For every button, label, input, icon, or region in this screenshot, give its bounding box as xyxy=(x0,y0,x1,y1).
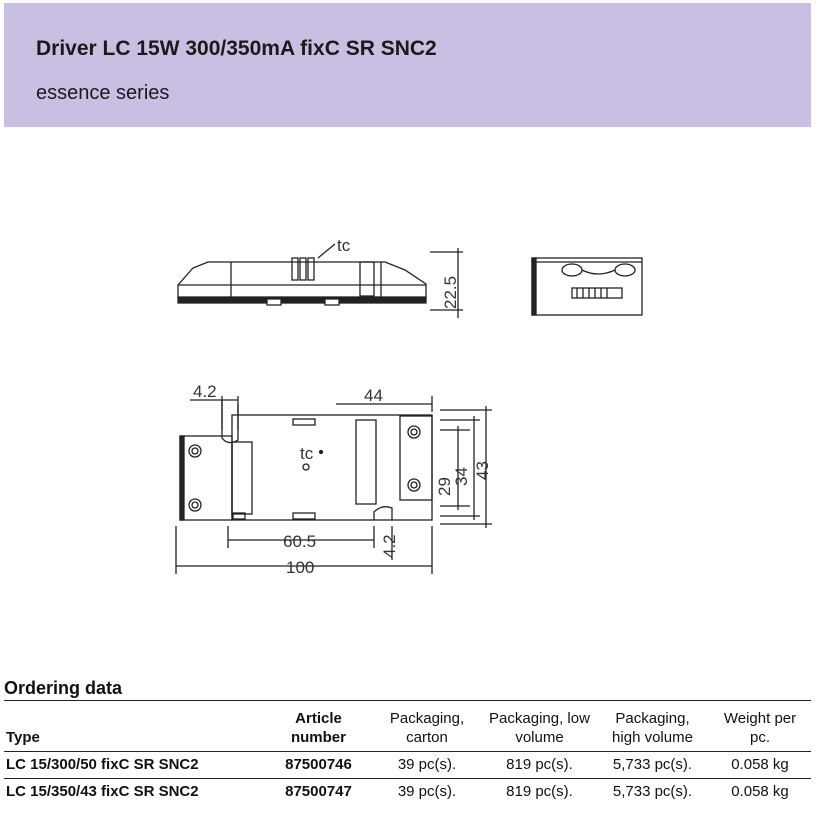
cell-low-volume: 819 pc(s). xyxy=(483,752,596,779)
column-header-weight: Weight per pc. xyxy=(709,701,811,752)
ordering-table xyxy=(4,700,811,805)
series-subtitle: essence series xyxy=(36,82,170,104)
product-title: Driver LC 15W 300/350mA fixC SR SNC2 xyxy=(36,37,437,60)
cell-type: LC 15/350/43 fixC SR SNC2 xyxy=(4,779,266,806)
dim-60-5: 60.5 xyxy=(283,532,317,551)
table-header-row xyxy=(4,701,811,752)
cell-carton: 39 pc(s). xyxy=(371,779,483,806)
column-header-high-volume: Packaging, high volume xyxy=(596,701,709,752)
cell-type: LC 15/300/50 fixC SR SNC2 xyxy=(4,752,266,779)
dim-29: 29 xyxy=(435,477,454,496)
column-header-low-volume: Packaging, low volume xyxy=(483,701,596,752)
dim-44: 44 xyxy=(364,386,383,405)
dim-43: 43 xyxy=(473,461,492,480)
ordering-data-heading: Ordering data xyxy=(4,678,123,698)
column-header-article: Article number xyxy=(266,701,371,752)
dim-4-2-top: 4.2 xyxy=(193,382,217,401)
dim-34: 34 xyxy=(452,467,471,486)
column-header-carton: Packaging, carton xyxy=(371,701,483,752)
cell-article: 87500746 xyxy=(266,752,371,779)
cell-weight: 0.058 kg xyxy=(709,752,811,779)
table-row xyxy=(4,752,811,779)
dim-100: 100 xyxy=(286,558,315,577)
cell-weight: 0.058 kg xyxy=(709,779,811,806)
cell-high-volume: 5,733 pc(s). xyxy=(596,779,709,806)
column-header-type: Type xyxy=(4,701,266,752)
cell-low-volume: 819 pc(s). xyxy=(483,779,596,806)
dim-4-2-bottom: 4.2 xyxy=(380,534,399,558)
tc-label-side: tc xyxy=(337,236,351,255)
cell-article: 87500747 xyxy=(266,779,371,806)
dim-height: 22.5 xyxy=(441,275,460,309)
tc-label-top: tc xyxy=(300,444,314,463)
end-view xyxy=(532,258,642,315)
side-view xyxy=(178,244,463,318)
cell-carton: 39 pc(s). xyxy=(371,752,483,779)
table-row xyxy=(4,779,811,806)
cell-high-volume: 5,733 pc(s). xyxy=(596,752,709,779)
